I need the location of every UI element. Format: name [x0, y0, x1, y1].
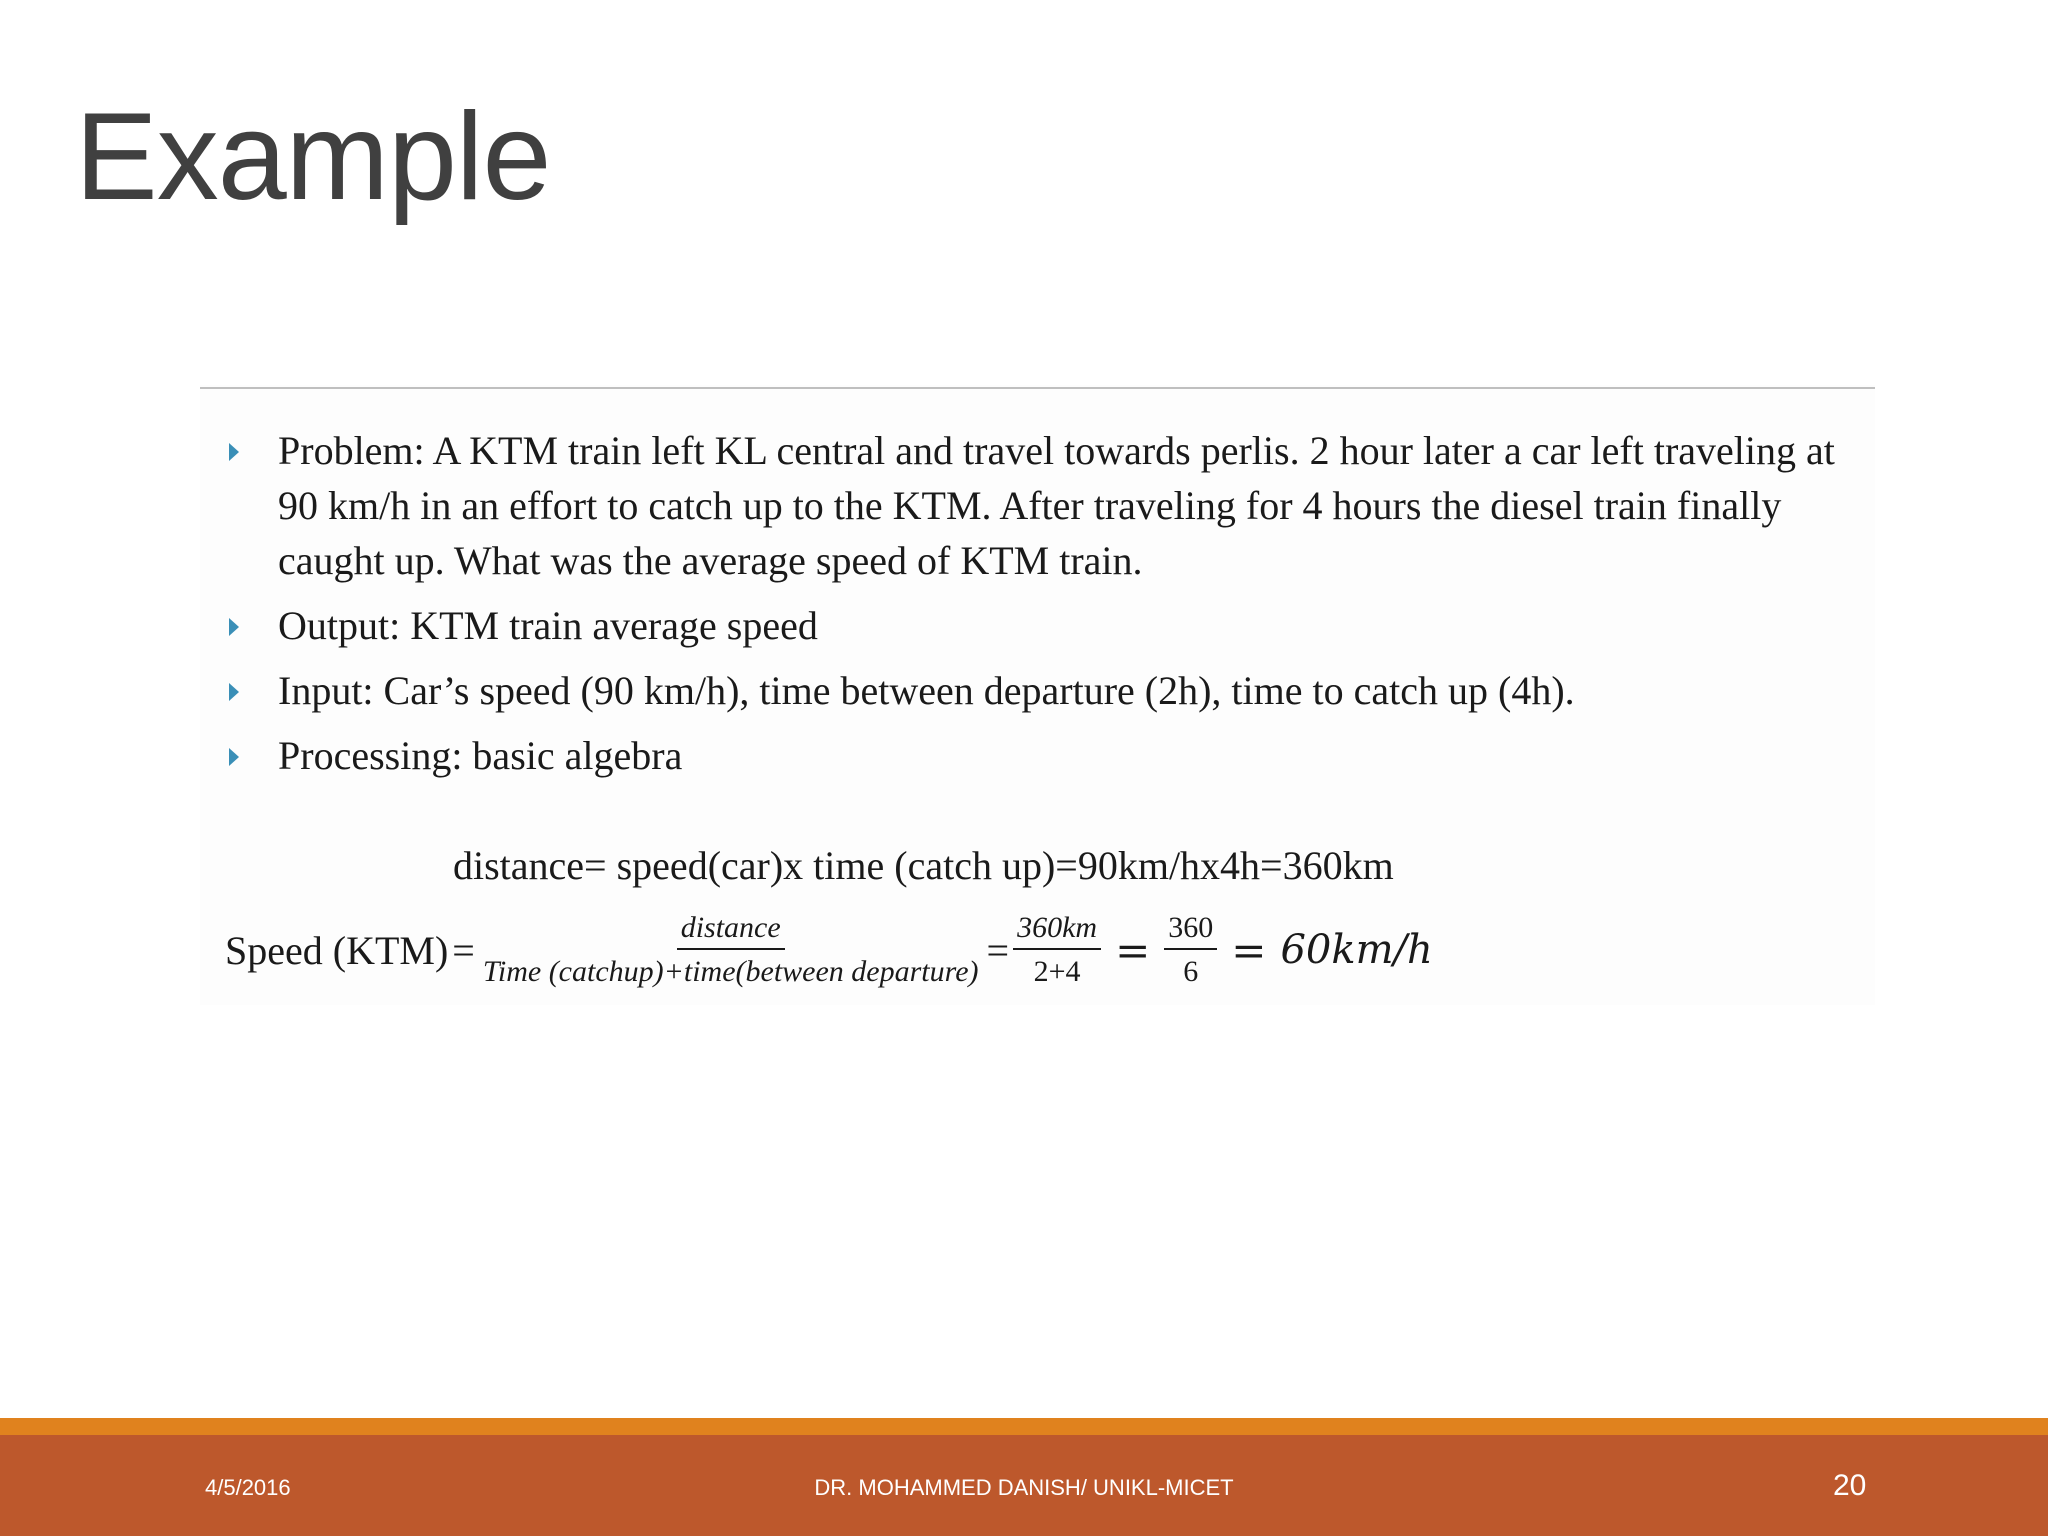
speed-equation [225, 905, 1433, 995]
fraction-numerator: 360km [1013, 911, 1101, 951]
footer-accent-stripe [0, 1418, 2048, 1435]
result-value: 60km/h [1280, 927, 1433, 973]
speed-label: Speed (KTM) [225, 927, 449, 973]
fraction-numerator: distance [677, 911, 785, 951]
fraction-denominator: Time (catchup)+time(between departure) [482, 955, 979, 988]
bullet-arrow-icon [229, 443, 239, 461]
content-image [200, 385, 1875, 1005]
fraction-numerator: 360 [1164, 911, 1217, 951]
footer-bar [0, 1435, 2048, 1536]
equals-sign: = [1115, 925, 1151, 975]
bullet-list [225, 423, 1855, 793]
bullet-problem [225, 423, 1855, 588]
footer-date: 4/5/2016 [205, 1475, 291, 1500]
bullet-arrow-icon [229, 618, 239, 636]
distance-equation: distance= speed(car)x time (catch up)=90km/hx4h=360km [453, 843, 1394, 888]
equals-sign: = [452, 927, 475, 973]
bullet-arrow-icon [229, 683, 239, 701]
divider-line [200, 387, 1875, 389]
fraction-denominator: 2+4 [1033, 955, 1081, 988]
fraction-360-over-6 [1164, 911, 1217, 990]
page-number: 20 [1833, 1469, 1867, 1502]
bullet-processing [225, 728, 1855, 783]
equals-sign: = [1231, 925, 1267, 975]
bullet-text: Problem: A KTM train left KL central and travel towards perlis. 2 hour later a car left traveling at 90 km/h in an effort to catch up to the KTM. After traveling for 4 hours the diesel train finally caught up. What was the average speed of KTM train. [278, 428, 1835, 583]
fraction-denominator: 6 [1183, 955, 1199, 988]
bullet-text: Input: Car’s speed (90 km/h), time between departure (2h), time to catch up (4h). [278, 668, 1575, 713]
footer-author: DR. MOHAMMED DANISH/ UNIKL-MICET [814, 1475, 1234, 1500]
bullet-output [225, 598, 1855, 653]
slide-title: Example [75, 88, 551, 226]
fraction-distance-over-time [479, 911, 983, 990]
equals-sign: = [986, 927, 1010, 973]
fraction-360km-over-sum [1013, 911, 1101, 990]
bullet-text: Processing: basic algebra [278, 733, 683, 778]
bullet-text: Output: KTM train average speed [278, 603, 818, 648]
bullet-input [225, 663, 1855, 718]
bullet-arrow-icon [229, 748, 239, 766]
